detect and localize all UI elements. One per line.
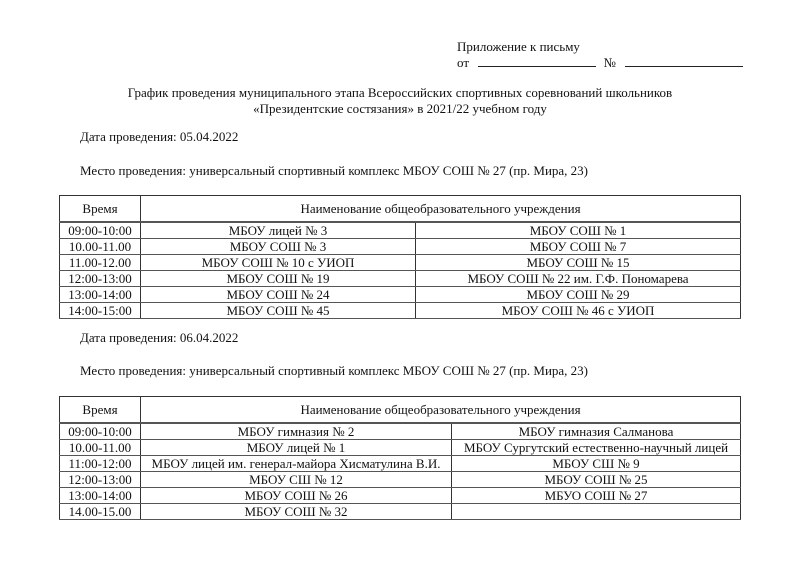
time-cell: 12:00-13:00 [60, 472, 141, 488]
school-cell: МБОУ гимназия № 2 [141, 423, 452, 440]
table-row [60, 456, 741, 472]
school-cell: МБОУ СОШ № 26 [141, 488, 452, 504]
school-cell: МБОУ Сургутский естественно-научный лицей [452, 440, 741, 456]
event-date-1: Дата проведения: 05.04.2022 [80, 129, 239, 144]
from-label: от [457, 55, 470, 70]
table-row [60, 504, 741, 520]
time-cell: 14.00-15.00 [60, 504, 141, 520]
school-cell: МБОУ СОШ № 1 [416, 222, 741, 239]
time-cell: 09:00-10:00 [60, 423, 141, 440]
school-cell: МБОУ СШ № 12 [141, 472, 452, 488]
table-row [60, 423, 741, 440]
table-row [60, 239, 741, 255]
time-cell: 12:00-13:00 [60, 271, 141, 287]
school-cell: МБОУ СОШ № 29 [416, 287, 741, 303]
column-header-time: Время [60, 196, 141, 223]
table-row [60, 472, 741, 488]
table-row [60, 488, 741, 504]
school-cell: МБОУ лицей № 3 [141, 222, 416, 239]
school-cell: МБОУ гимназия Салманова [452, 423, 741, 440]
school-cell [452, 504, 741, 520]
school-cell: МБОУ СОШ № 3 [141, 239, 416, 255]
event-venue-1: Место проведения: универсальный спортивный комплекс МБОУ СОШ № 27 (пр. Мира, 23) [80, 163, 589, 178]
school-cell: МБОУ СОШ № 25 [452, 472, 741, 488]
document-title-line2: «Президентские состязания» в 2021/22 учебном году [253, 101, 547, 116]
event-venue-2: Место проведения: универсальный спортивный комплекс МБОУ СОШ № 27 (пр. Мира, 23) [80, 363, 589, 378]
school-cell: МБОУ СОШ № 45 [141, 303, 416, 319]
school-cell: МБОУ СОШ № 7 [416, 239, 741, 255]
school-cell: МБОУ СОШ № 10 с УИОП [141, 255, 416, 271]
table-row [60, 255, 741, 271]
school-cell: МБОУ СОШ № 15 [416, 255, 741, 271]
time-cell: 11.00-12.00 [60, 255, 141, 271]
appendix-label: Приложение к письму [457, 39, 580, 54]
time-cell: 11:00-12:00 [60, 456, 141, 472]
table-row [60, 222, 741, 239]
number-blank-line [625, 55, 743, 67]
schedule-table-2 [59, 396, 741, 520]
time-cell: 09:00-10:00 [60, 222, 141, 239]
event-date-2: Дата проведения: 06.04.2022 [80, 330, 239, 345]
column-header-school: Наименование общеобразовательного учреждения [141, 196, 741, 223]
time-cell: 13:00-14:00 [60, 287, 141, 303]
column-header-school: Наименование общеобразовательного учреждения [141, 397, 741, 424]
school-cell: МБОУ лицей им. генерал-майора Хисматулина В.И. [141, 456, 452, 472]
time-cell: 13:00-14:00 [60, 488, 141, 504]
table-row [60, 303, 741, 319]
time-cell: 14:00-15:00 [60, 303, 141, 319]
time-cell: 10.00-11.00 [60, 239, 141, 255]
table-row [60, 271, 741, 287]
table-row [60, 287, 741, 303]
school-cell: МБОУ СОШ № 22 им. Г.Ф. Пономарева [416, 271, 741, 287]
school-cell: МБУО СОШ № 27 [452, 488, 741, 504]
table-row [60, 440, 741, 456]
school-cell: МБОУ СОШ № 32 [141, 504, 452, 520]
number-label: № [603, 55, 616, 70]
school-cell: МБОУ СОШ № 19 [141, 271, 416, 287]
date-blank-line [478, 55, 596, 67]
time-cell: 10.00-11.00 [60, 440, 141, 456]
document-title-line1: График проведения муниципального этапа Всероссийских спортивных соревнований школьников [127, 85, 673, 100]
school-cell: МБОУ СШ № 9 [452, 456, 741, 472]
schedule-table-1 [59, 195, 741, 319]
school-cell: МБОУ лицей № 1 [141, 440, 452, 456]
school-cell: МБОУ СОШ № 46 с УИОП [416, 303, 741, 319]
column-header-time: Время [60, 397, 141, 424]
school-cell: МБОУ СОШ № 24 [141, 287, 416, 303]
letter-reference [457, 55, 743, 71]
